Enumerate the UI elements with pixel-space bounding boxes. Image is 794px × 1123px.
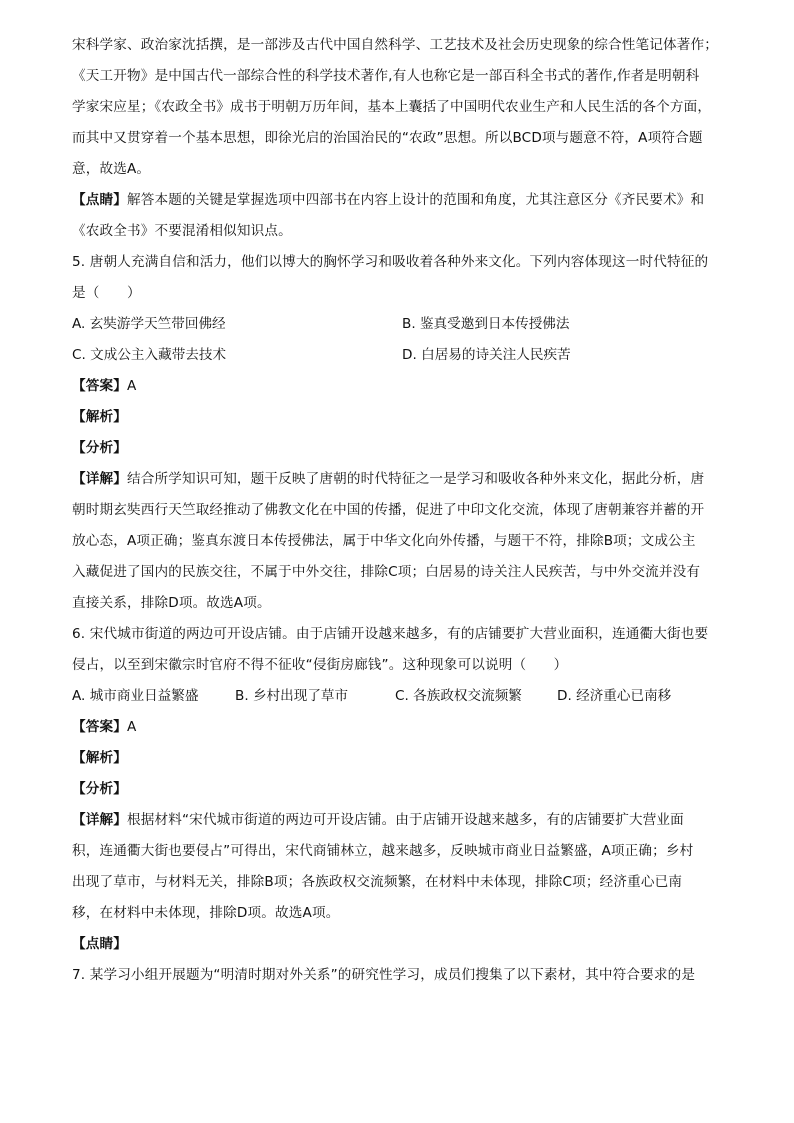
question-6 [72,619,732,960]
option-d: D. 白居易的诗关注人民疾苦 [402,347,571,363]
option-b: B. 鉴真受邀到日本传授佛法 [402,316,570,332]
question-stem: 是（ ） [72,285,141,301]
text-line: 而其中又贯穿着一个基本思想，即徐光启的治国治民的“农政”思想。所以BCD项与题意不符，A项符合题 [72,130,703,146]
options-row [72,340,732,371]
question-stem: 6. 宋代城市街道的两边可开设店铺。由于店铺开设越来越多，有的店铺要扩大营业面积，连通衢大街也要 [72,626,709,642]
text-line [72,185,732,216]
text-line: 《农政全书》不要混淆相似知识点。 [72,223,292,239]
option-b: B. 乡村出现了草市 [235,688,349,704]
dianjing-tag: 【点睛】 [72,936,127,952]
option-c: C. 文成公主入藏带去技术 [72,347,227,363]
detail-text: 根据材料“宋代城市街道的两边可开设店铺。由于店铺开设越来越多，有的店铺要扩大营业面 [126,812,684,828]
detail-tag: 【详解】 [72,812,127,828]
answer-tag: 【答案】 [72,719,127,735]
detail-tag: 【详解】 [72,471,127,487]
detail-line: 放心态，A项正确；鉴真东渡日本传授佛法，属于中华文化向外传播，与题干不符，排除B项；文成公主 [72,533,696,549]
fenxi-tag: 【分析】 [72,440,127,456]
answer-line [72,712,732,743]
previous-answer-continuation [72,30,732,185]
jiexi-tag: 【解析】 [72,750,127,766]
option-a: A. 玄奘游学天竺带回佛经 [72,316,226,332]
answer-value: A [126,719,137,735]
detail-line: 出现了草市，与材料无关，排除B项；各族政权交流频繁，在材料中未体现，排除C项；经济重心已南 [72,874,683,890]
question-stem: 7. 某学习小组开展题为“明清时期对外关系”的研究性学习，成员们搜集了以下素材，其中符合要求的是 [72,967,696,983]
detail-line [72,464,732,495]
answer-tag: 【答案】 [72,378,127,394]
detail-line: 积，连通衢大街也要侵占”可得出，宋代商铺林立，越来越多，反映城市商业日益繁盛，A项正确；乡村 [72,843,694,859]
document-page [72,30,732,991]
detail-line [72,805,732,836]
detail-line: 入藏促进了国内的民族交往，不属于中外交往，排除C项；白居易的诗关注人民疾苦，与中外交流并没有 [72,564,701,580]
text-line: 《天工开物》是中国古代一部综合性的科学技术著作,有人也称它是一部百科全书式的著作,作者是明朝科 [72,68,700,84]
text-line: 学家宋应星；《农政全书》成书于明朝万历年间，基本上囊括了中国明代农业生产和人民生活的各个方面， [72,99,712,115]
question-5 [72,247,732,619]
dianjing-section [72,185,732,247]
detail-text: 结合所学知识可知，题干反映了唐朝的时代特征之一是学习和吸收各种外来文化，据此分析，唐 [126,471,705,487]
option-c: C. 各族政权交流频繁 [395,688,522,704]
detail-line: 直接关系，排除D项。故选A项。 [72,595,271,611]
options-row [72,309,732,340]
detail-line: 移，在材料中未体现，排除D项。故选A项。 [72,905,340,921]
options-row [72,681,732,712]
dianjing-text: 解答本题的关键是掌握选项中四部书在内容上设计的范围和角度，尤其注意区分《齐民要术》和 [126,192,705,208]
option-d: D. 经济重心已南移 [557,688,672,704]
jiexi-tag: 【解析】 [72,409,127,425]
answer-value: A [126,378,137,394]
text-line: 宋科学家、政治家沈括撰，是一部涉及古代中国自然科学、工艺技术及社会历史现象的综合性笔记体著作； [72,37,718,53]
detail-line: 朝时期玄奘西行天竺取经推动了佛教文化在中国的传播，促进了中印文化交流，体现了唐朝兼容并蓄的开 [72,502,705,518]
text-line: 意，故选A。 [72,161,151,177]
answer-line [72,371,732,402]
question-stem: 5. 唐朝人充满自信和活力，他们以博大的胸怀学习和吸收着各种外来文化。下列内容体现这一时代特征的 [72,254,709,270]
option-a: A. 城市商业日益繁盛 [72,688,199,704]
fenxi-tag: 【分析】 [72,781,127,797]
question-7 [72,960,732,991]
question-stem: 侵占，以至到宋徽宗时官府不得不征收“侵街房廊钱”。这种现象可以说明（ ） [72,657,568,673]
dianjing-tag: 【点睛】 [72,192,127,208]
